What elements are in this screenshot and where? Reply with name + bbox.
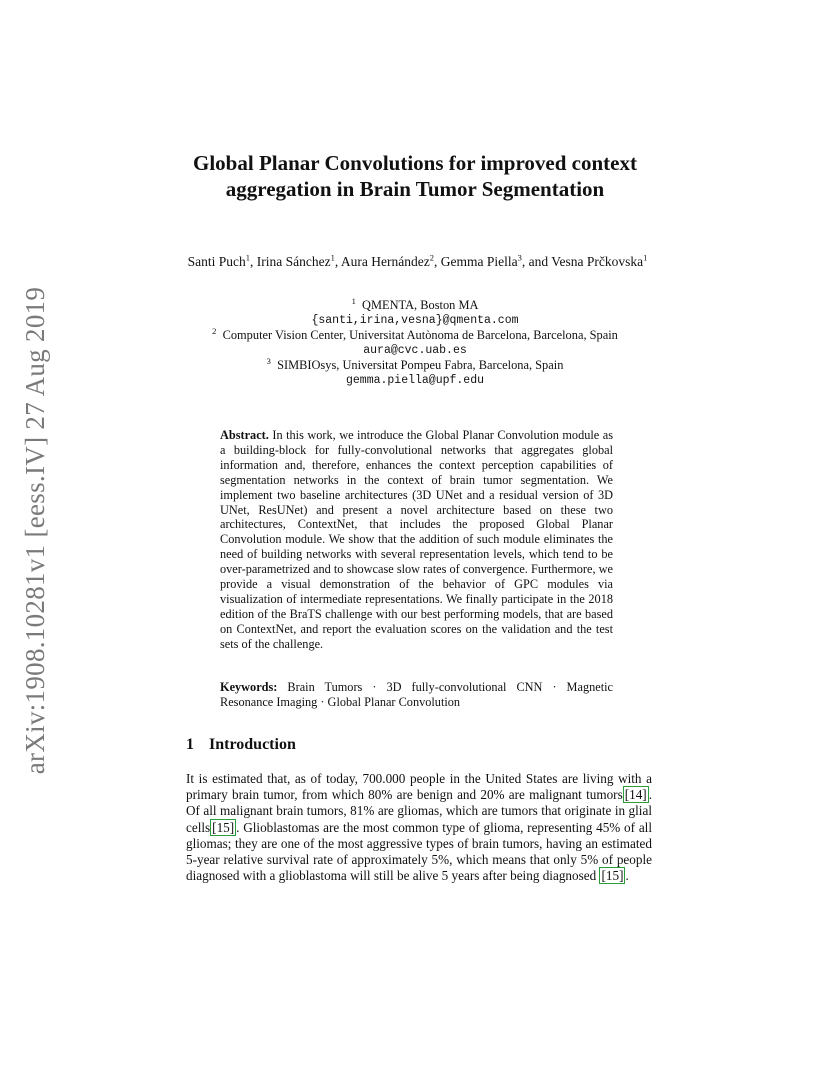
keywords [220, 680, 613, 710]
author-name: Gemma Piella [440, 254, 518, 269]
abstract-label: Abstract. [220, 428, 269, 442]
affiliation-2: $^2$ Computer Vision Center, Universitat Autònoma de Barcelona, Barcelona, Spain [212, 325, 618, 342]
affiliation-1: $^1$ QMENTA, Boston MA [351, 295, 479, 312]
author-name: and Vesna Prčkovska [528, 254, 644, 269]
arxiv-identifier: arXiv:1908.10281v1 [eess.IV] 27 Aug 2019 [20, 286, 51, 774]
arxiv-sidebar [8, 280, 64, 780]
keywords-label: Keywords: [220, 680, 278, 694]
section-heading [186, 736, 296, 754]
citation-link[interactable]: [15] [212, 819, 235, 835]
affiliation-3: $^3$ SIMBIOsys, Universitat Pompeu Fabra, Barcelona, Spain [266, 355, 564, 372]
intro-paragraph: It is estimated that, as of today, 700.000 people in the United States are living with a primary brain tumor, from which 80% are benign and 20% are malignant tumors [14] . Of all malignant brain tumors, 81% are gliomas, which are tumors that originate in glial cells [15] . Glioblastomas are the most common type of glioma, representing 45% of all gliomas; they are one of the most aggressive types of brain tumors, having an estimated 5-year relative survival rate of approximately 5%, which means that only 5% of people diagnosed with a glioblastoma will still be alive 5 years after being diagnosed [15] . [186, 771, 652, 884]
affiliations [140, 295, 690, 388]
keywords-text: Brain Tumors · 3D fully-convolutional CNN · Magnetic Resonance Imaging · Global Planar Convolution [220, 680, 613, 709]
abstract [220, 428, 613, 652]
author-name: Irina Sánchez [256, 254, 331, 269]
author-list: Santi Puch$^1$, Irina Sánchez$^1$, Aura Hernández$^2$, Gemma Piella$^3$, and Vesna Prčkovska$^1$ [187, 252, 648, 269]
affiliation-2-email: aura@cvc.uab.es [363, 344, 467, 357]
paper-title: Global Planar Convolutions for improved context aggregation in Brain Tumor Segmentation [193, 151, 637, 201]
author-name: Santi Puch [187, 254, 246, 269]
section-title: Introduction [209, 736, 296, 753]
citation-link[interactable]: [14] [624, 787, 647, 803]
section-number: 1 [186, 736, 194, 753]
author-name: Aura Hernández [340, 254, 430, 269]
affiliation-1-email: {santi,irina,vesna}@qmenta.com [311, 314, 519, 327]
affiliation-3-email: gemma.piella@upf.edu [345, 374, 485, 387]
citation-link[interactable]: [15] [601, 868, 624, 884]
abstract-text: In this work, we introduce the Global Planar Convolution module as a building-block for fully-convolutional networks that aggregates global information and, therefore, enhances the context perception capabilities of segmentation networks in the context of brain tumor segmentation. We implement two baseline architectures (3D UNet and a residual version of 3D UNet, ResUNet) and present a novel architecture based on these two architectures, ContextNet, that includes the proposed Global Planar Convolution module. We show that the addition of such module eliminates the need of building networks with several representation levels, which tend to be over-parametrized and to showcase slow rates of convergence. Furthermore, we provide a visual demonstration of the behavior of GPC modules via visualization of intermediate representations. We finally participate in the 2018 edition of the BraTS challenge with our best performing models, that are based on ContextNet, and report the evaluation scores on the validation and the test sets of the challenge. [220, 428, 613, 651]
